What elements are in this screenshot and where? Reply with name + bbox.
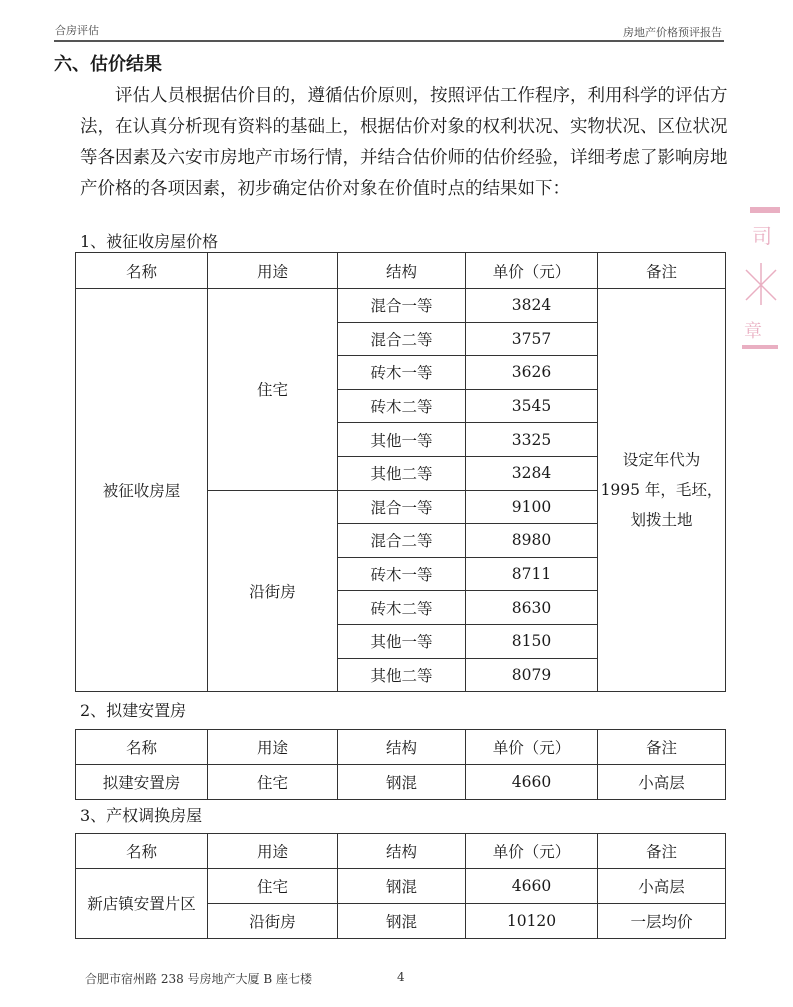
subsection-1-title: 1、被征收房屋价格 — [80, 232, 219, 251]
price-cell: 3824 — [466, 289, 598, 323]
note-cell — [598, 289, 726, 692]
footer-address: 合肥市宿州路 238 号房地产大厦 B 座七楼 — [85, 972, 312, 986]
col-note: 备注 — [598, 834, 726, 869]
intro-text: 评估人员根据估价目的，遵循估价原则，按照评估工作程序，利用科学的评估方法，在认真分析现有资料的基础上，根据估价对象的权利状况、实物状况、区位状况等各因素及六安市房地产市场行情，并结合估价师的估价经验，详细考虑了影响房地产价格的各项因素，初步确定估价对象在价值时点的结果如下： — [80, 86, 728, 199]
price-cell: 3284 — [466, 456, 598, 490]
price-cell: 8980 — [466, 524, 598, 558]
col-structure: 结构 — [338, 834, 466, 869]
section-title: 六、估价结果 — [54, 54, 162, 75]
price-cell: 9100 — [466, 490, 598, 524]
col-name: 名称 — [76, 730, 208, 765]
col-structure: 结构 — [338, 253, 466, 289]
col-price: 单价（元） — [466, 730, 598, 765]
col-use: 用途 — [208, 730, 338, 765]
use-cell: 沿街房 — [208, 904, 338, 939]
header-report-title: 房地产价格预评报告 — [623, 26, 722, 39]
price-cell: 8150 — [466, 624, 598, 658]
price-cell: 8079 — [466, 658, 598, 692]
use-cell: 沿街房 — [208, 490, 338, 692]
structure-cell: 砖木一等 — [338, 356, 466, 390]
subsection-2-title: 2、拟建安置房 — [80, 701, 187, 720]
price-cell: 3545 — [466, 389, 598, 423]
subsection-3-title: 3、产权调换房屋 — [80, 806, 203, 825]
structure-cell: 砖木一等 — [338, 557, 466, 591]
col-price: 单价（元） — [466, 834, 598, 869]
svg-text:章: 章 — [744, 321, 762, 342]
intro-paragraph — [80, 81, 730, 205]
price-cell: 3757 — [466, 322, 598, 356]
note-line: 1995 年，毛坯， — [600, 481, 723, 500]
page-number: 4 — [397, 970, 405, 984]
structure-cell: 其他二等 — [338, 456, 466, 490]
col-name: 名称 — [76, 253, 208, 289]
price-cell: 8711 — [466, 557, 598, 591]
use-cell: 住宅 — [208, 289, 338, 491]
structure-cell: 混合二等 — [338, 322, 466, 356]
structure-cell: 钢混 — [338, 904, 466, 939]
price-cell: 4660 — [466, 869, 598, 904]
price-cell: 10120 — [466, 904, 598, 939]
note-line: 划拨土地 — [630, 511, 693, 530]
property-exchange-table — [75, 833, 726, 939]
header-company: 合房评估 — [55, 24, 99, 37]
house-name-cell: 被征收房屋 — [76, 289, 208, 692]
table-row — [76, 765, 726, 800]
col-note: 备注 — [598, 253, 726, 289]
expropriated-house-price-table — [75, 252, 726, 692]
use-cell: 住宅 — [208, 869, 338, 904]
structure-cell: 其他二等 — [338, 658, 466, 692]
price-cell: 3325 — [466, 423, 598, 457]
structure-cell: 钢混 — [338, 765, 466, 800]
note-cell: 小高层 — [598, 869, 726, 904]
price-cell: 8630 — [466, 591, 598, 625]
structure-cell: 其他一等 — [338, 423, 466, 457]
note-line: 设定年代为 — [622, 451, 701, 470]
col-note: 备注 — [598, 730, 726, 765]
structure-cell: 混合一等 — [338, 289, 466, 323]
name-cell: 新店镇安置片区 — [76, 869, 208, 939]
table-row — [76, 869, 726, 904]
note-cell: 一层均价 — [598, 904, 726, 939]
col-use: 用途 — [208, 834, 338, 869]
table-row — [76, 289, 726, 323]
svg-text:司: 司 — [752, 224, 772, 248]
col-name: 名称 — [76, 834, 208, 869]
structure-cell: 砖木二等 — [338, 591, 466, 625]
structure-cell: 混合一等 — [338, 490, 466, 524]
col-structure: 结构 — [338, 730, 466, 765]
structure-cell: 其他一等 — [338, 624, 466, 658]
price-cell: 4660 — [466, 765, 598, 800]
name-cell: 拟建安置房 — [76, 765, 208, 800]
page-header — [54, 20, 724, 42]
note-cell: 小高层 — [598, 765, 726, 800]
structure-cell: 钢混 — [338, 869, 466, 904]
col-price: 单价（元） — [466, 253, 598, 289]
use-cell: 住宅 — [208, 765, 338, 800]
resettlement-house-table — [75, 729, 726, 800]
structure-cell: 砖木二等 — [338, 389, 466, 423]
price-cell: 3626 — [466, 356, 598, 390]
structure-cell: 混合二等 — [338, 524, 466, 558]
seal-stamp-icon — [738, 205, 783, 355]
col-use: 用途 — [208, 253, 338, 289]
